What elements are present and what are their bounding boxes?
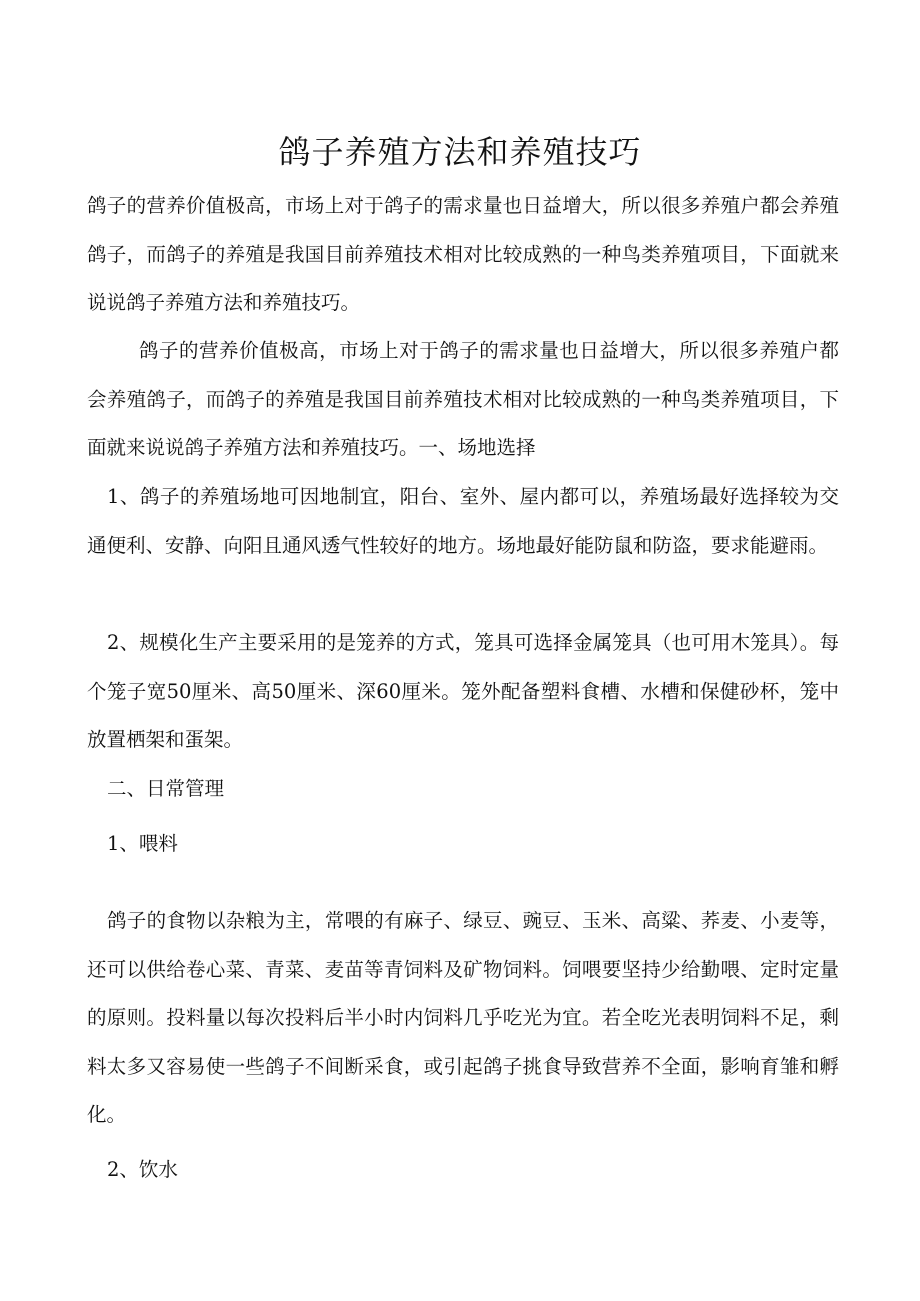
site-selection-item-2: 2、规模化生产主要采用的是笼养的方式，笼具可选择金属笼具（也可用木笼具）。每个笼子宽50厘米、高50厘米、深60厘米。笼外配备塑料食槽、水槽和保健砂杯，笼中放置栖架和蛋架。 xyxy=(87,631,839,752)
repeated-intro-paragraph: 鸽子的营养价值极高，市场上对于鸽子的需求量也日益增大，所以很多养殖户都会养殖鸽子，而鸽子的养殖是我国目前养殖技术相对比较成熟的一种鸟类养殖项目，下面就来说说鸽子养殖方法和养殖技巧。一、场地选择 xyxy=(87,339,839,460)
daily-management-heading: 二、日常管理 xyxy=(107,777,225,800)
feeding-heading: 1、喂料 xyxy=(107,832,178,855)
watering-heading: 2、饮水 xyxy=(107,1158,178,1181)
feeding-paragraph: 鸽子的食物以杂粮为主，常喂的有麻子、绿豆、豌豆、玉米、高粱、荞麦、小麦等，还可以供给卷心菜、青菜、麦苗等青饲料及矿物饲料。饲喂要坚持少给勤喂、定时定量的原则。投料量以每次投料后半小时内饲料几乎吃光为宜。若全吃光表明饲料不足，剩料太多又容易使一些鸽子不间断采食，或引起鸽子挑食导致营养不全面，影响育雏和孵化。 xyxy=(87,909,839,1127)
intro-paragraph: 鸽子的营养价值极高，市场上对于鸽子的需求量也日益增大，所以很多养殖户都会养殖鸽子，而鸽子的养殖是我国目前养殖技术相对比较成熟的一种鸟类养殖项目，下面就来说说鸽子养殖方法和养殖技巧。 xyxy=(87,194,839,315)
document-title: 鸽子养殖方法和养殖技巧 xyxy=(278,133,642,171)
site-selection-item-1: 1、鸽子的养殖场地可因地制宜，阳台、室外、屋内都可以，养殖场最好选择较为交通便利、安静、向阳且通风透气性较好的地方。场地最好能防鼠和防盗，要求能避雨。 xyxy=(87,485,839,557)
